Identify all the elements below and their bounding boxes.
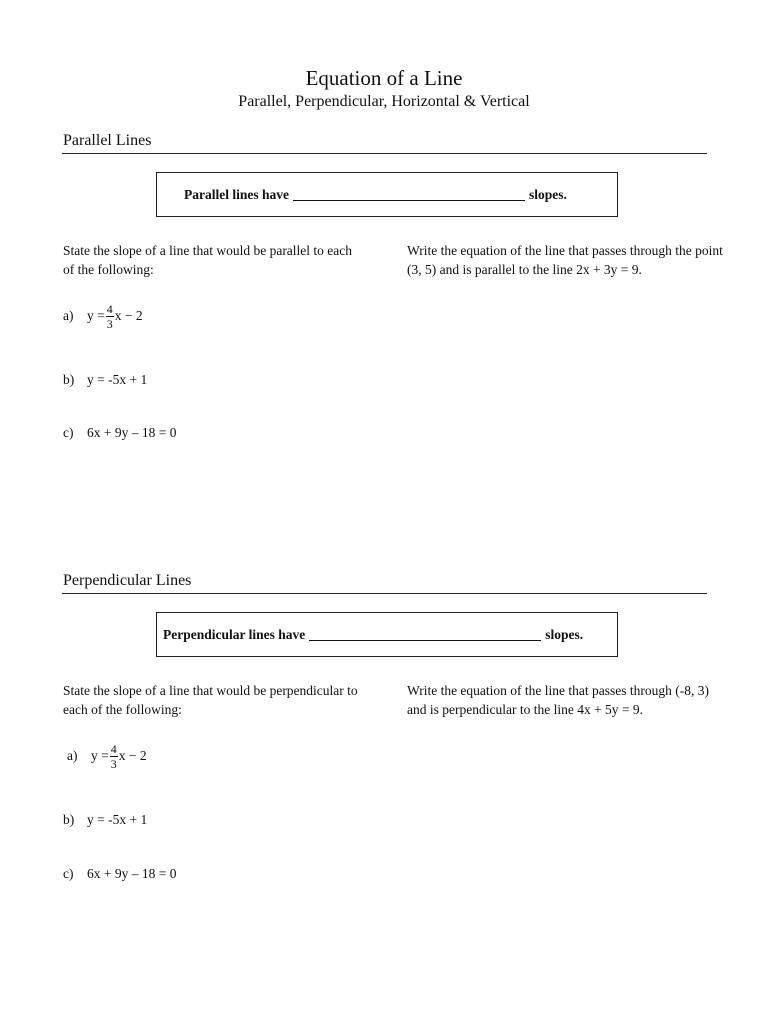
page-subtitle: Parallel, Perpendicular, Horizontal & Vertical (238, 93, 530, 110)
parallel-item-a-label: a) (63, 308, 74, 323)
perpendicular-item-a-denominator: 3 (110, 756, 117, 771)
perpendicular-item-a-rhs: x − 2 (118, 748, 147, 763)
perpendicular-item-c-label: c) (63, 866, 74, 881)
perpendicular-left-instruction: State the slope of a line that would be perpendicular to each of the following: (63, 683, 358, 717)
perpendicular-item-a-label: a) (67, 748, 78, 763)
parallel-item-a-numerator: 4 (106, 301, 113, 316)
perpendicular-item-c (63, 866, 176, 882)
parallel-item-b-expression: y = -5x + 1 (87, 372, 148, 387)
perpendicular-item-b (63, 812, 147, 828)
parallel-right-instruction: Write the equation of the line that passes through the point (3, 5) and is parallel to the line 2x + 3y = 9. (407, 243, 723, 277)
parallel-section-rule (62, 153, 707, 154)
perpendicular-item-b-expression: y = -5x + 1 (87, 812, 148, 827)
perpendicular-right-instruction: Write the equation of the line that passes through (-8, 3) and is perpendicular to the line 4x + 5y = 9. (407, 683, 709, 717)
perpendicular-item-a-numerator: 4 (110, 741, 117, 756)
perpendicular-item-a-fraction (110, 742, 118, 771)
parallel-item-b-label: b) (63, 372, 75, 387)
parallel-section-heading: Parallel Lines (63, 132, 152, 149)
perpendicular-definition-blank[interactable] (309, 628, 541, 641)
page-title: Equation of a Line (305, 66, 463, 90)
perpendicular-section-rule (62, 593, 707, 594)
perpendicular-item-c-expression: 6x + 9y – 18 = 0 (87, 866, 177, 881)
parallel-item-a-denominator: 3 (106, 316, 113, 331)
parallel-item-c-expression: 6x + 9y – 18 = 0 (87, 425, 177, 440)
perpendicular-item-a-lhs: y = (91, 748, 109, 763)
parallel-item-a-fraction (106, 302, 114, 331)
parallel-item-c (63, 425, 176, 441)
perpendicular-section-heading: Perpendicular Lines (63, 572, 192, 589)
perpendicular-definition-prefix: Perpendicular lines have (163, 626, 306, 642)
perpendicular-definition-box (156, 612, 618, 657)
parallel-left-instruction: State the slope of a line that would be parallel to each of the following: (63, 243, 353, 277)
parallel-item-b (63, 372, 147, 388)
parallel-definition-suffix: slopes. (529, 186, 567, 202)
parallel-definition-box (156, 172, 618, 217)
perpendicular-definition-suffix: slopes. (545, 626, 584, 642)
parallel-item-a (63, 296, 143, 336)
parallel-definition-blank[interactable] (293, 188, 525, 201)
perpendicular-item-a (67, 736, 147, 776)
parallel-item-a-rhs: x − 2 (114, 308, 143, 323)
perpendicular-item-b-label: b) (63, 812, 75, 827)
parallel-item-c-label: c) (63, 425, 74, 440)
parallel-item-a-lhs: y = (87, 308, 105, 323)
parallel-definition-prefix: Parallel lines have (184, 186, 289, 202)
